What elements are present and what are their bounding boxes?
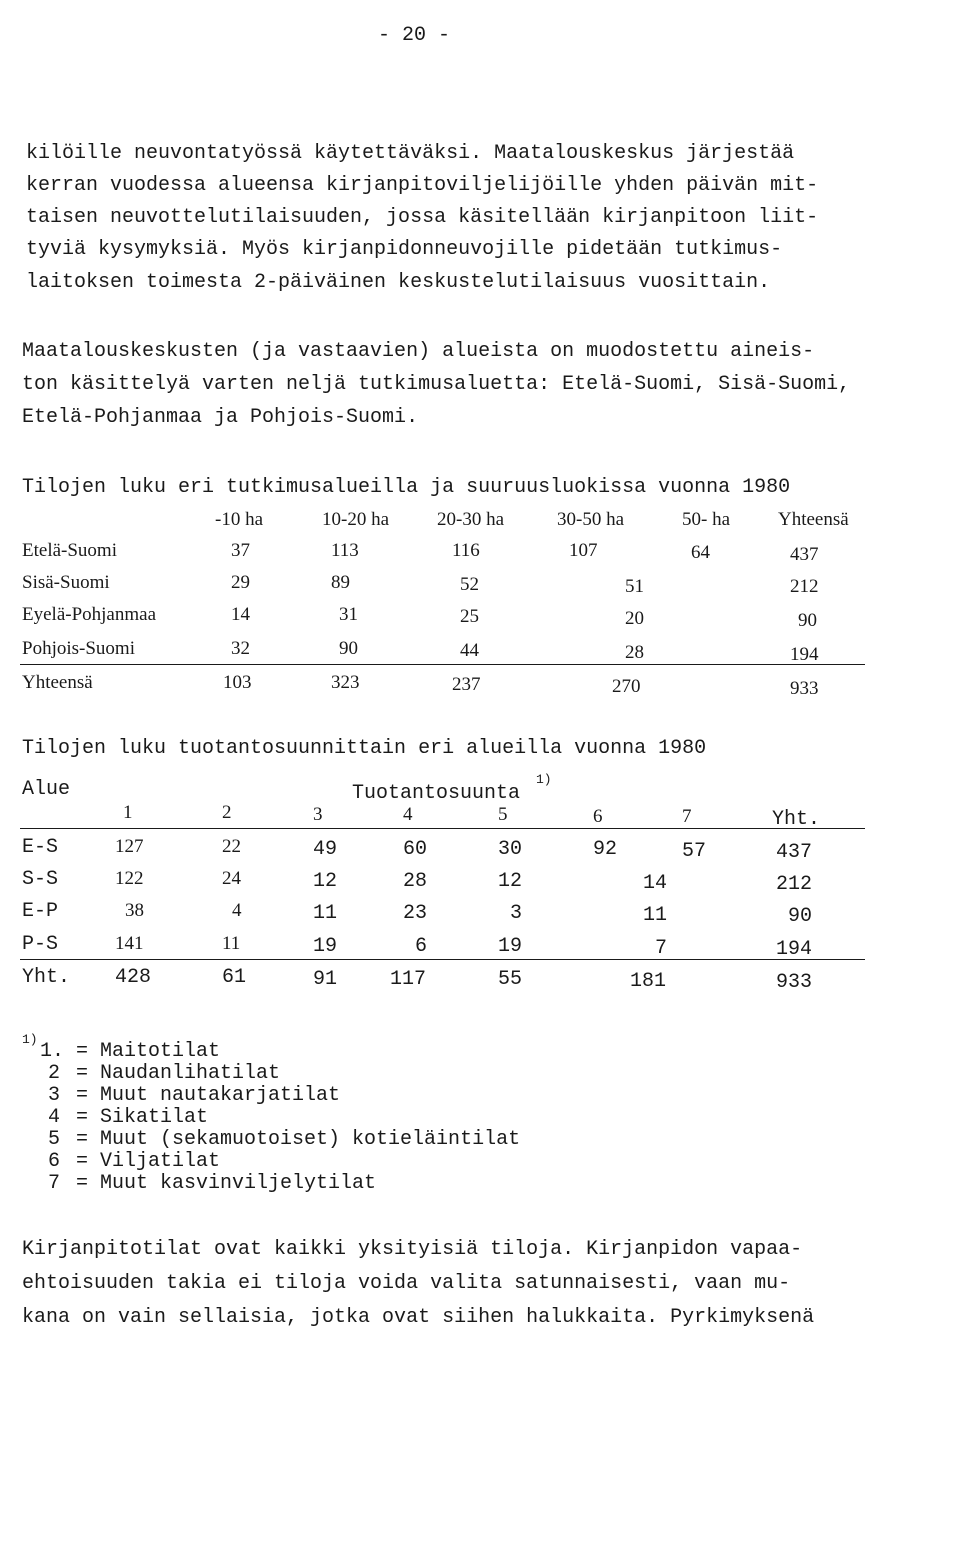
table-cell: 22 [222,836,241,857]
footnote-number: 3 [48,1084,61,1107]
row-label: P-S [22,933,59,956]
table-cell: 19 [313,935,338,958]
table-cell: 55 [498,968,523,991]
table-cell: 60 [403,838,428,861]
table-cell: 51 [625,576,644,597]
table-cell: 19 [498,935,523,958]
paragraph-line: kana on vain sellaisia, jotka ovat siihen halukkaita. Pyrkimyksenä [22,1306,815,1329]
table-cell: 12 [313,870,338,893]
column-header: 7 [682,806,692,827]
table-cell: 113 [331,540,359,561]
table-title: Tilojen luku tuotantosuunnittain eri alueilla vuonna 1980 [22,737,707,760]
table-cell: 23 [403,902,428,925]
table-cell: 31 [339,604,358,625]
table-cell: 32 [231,638,250,659]
page-number: - 20 - [378,24,451,47]
table-cell: 90 [339,638,358,659]
column-header: 1 [123,802,133,823]
row-label: Pohjois-Suomi [22,638,135,659]
table-cell: 4 [232,900,242,921]
row-label: Etelä-Suomi [22,540,117,561]
row-label: Yht. [22,966,71,989]
table-cell: 117 [390,968,427,991]
table-cell: 933 [790,678,819,699]
table-cell: 194 [790,644,819,665]
table-title: Tilojen luku eri tutkimusalueilla ja suuruusluokissa vuonna 1980 [22,476,791,499]
row-label: Yhteensä [22,672,93,693]
table-cell: 92 [593,838,618,861]
footnote-marker: 1) [536,772,552,787]
column-header: Yht. [772,808,821,831]
column-header: 3 [313,804,323,825]
footnote-text: = Muut (sekamuotoiset) kotieläintilat [76,1128,521,1151]
table-cell: 14 [231,604,250,625]
table-cell: 212 [776,873,813,896]
table-cell: 3 [510,902,523,925]
footnote-text: = Muut kasvinviljelytilat [76,1172,377,1195]
row-label: Eyelä-Pohjanmaa [22,604,157,625]
table-cell: 437 [776,841,813,864]
footnote-text: = Muut nautakarjatilat [76,1084,341,1107]
table-cell: 237 [452,674,481,695]
table-cell: 64 [691,542,710,563]
table-rule [20,959,865,960]
group-label: Tuotantosuunta [352,782,521,805]
footnote-number: 4 [48,1106,61,1129]
table-cell: 49 [313,838,338,861]
footnote-text: = Naudanlihatilat [76,1062,281,1085]
table-cell: 37 [231,540,250,561]
table-cell: 103 [223,672,252,693]
paragraph-line: kilöille neuvontatyössä käytettäväksi. Maatalouskeskus järjestää [26,142,795,165]
table-cell: 212 [790,576,819,597]
table-cell: 91 [313,968,338,991]
area-label: Alue [22,778,71,801]
table-cell: 122 [115,868,144,889]
table-cell: 90 [788,905,813,928]
footnote-number: 5 [48,1128,61,1151]
column-header: 4 [403,804,413,825]
footnote-marker: 1) [22,1032,38,1047]
table-cell: 29 [231,572,250,593]
table-cell: 127 [115,836,144,857]
paragraph-line: laitoksen toimesta 2-päiväinen keskustelutilaisuus vuosittain. [26,271,771,294]
table-cell: 181 [630,970,667,993]
column-header: -10 ha [215,509,264,530]
table-cell: 11 [643,904,668,927]
column-header: 50- ha [682,509,731,530]
table-cell: 437 [790,544,819,565]
table-cell: 25 [460,606,479,627]
paragraph-line: ehtoisuuden takia ei tiloja voida valita satunnaisesti, vaan mu- [22,1272,791,1295]
table-cell: 52 [460,574,479,595]
footnote-number: 2 [48,1062,61,1085]
table-cell: 61 [222,966,247,989]
paragraph-line: kerran vuodessa alueensa kirjanpitoviljelijöille yhden päivän mit- [26,174,819,197]
column-header: 2 [222,802,232,823]
table-cell: 270 [612,676,641,697]
table-rule [20,828,865,829]
column-header: 20-30 ha [437,509,505,530]
column-header: 30-50 ha [557,509,625,530]
table-cell: 38 [125,900,144,921]
column-header: 5 [498,804,508,825]
table-cell: 323 [331,672,360,693]
table-cell: 194 [776,938,813,961]
paragraph-line: taisen neuvottelutilaisuuden, jossa käsitellään kirjanpitoon liit- [26,206,819,229]
table-cell: 933 [776,971,813,994]
table-cell: 11 [313,902,338,925]
paragraph-line: tyviä kysymyksiä. Myös kirjanpidonneuvojille pidetään tutkimus- [26,238,783,261]
row-label: S-S [22,868,59,891]
paragraph-line: ton käsittelyä varten neljä tutkimusaluetta: Etelä-Suomi, Sisä-Suomi, [22,373,851,396]
row-label: E-P [22,900,59,923]
column-header: 6 [593,806,603,827]
column-header: 10-20 ha [322,509,390,530]
column-header: Yhteensä [778,509,849,530]
table-cell: 57 [682,840,707,863]
row-label: E-S [22,836,59,859]
table-cell: 116 [452,540,480,561]
table-cell: 90 [798,610,817,631]
table-cell: 14 [643,872,668,895]
row-label: Sisä-Suomi [22,572,110,593]
table-cell: 141 [115,933,144,954]
table-cell: 28 [403,870,428,893]
paragraph-line: Kirjanpitotilat ovat kaikki yksityisiä tiloja. Kirjanpidon vapaa- [22,1238,803,1261]
footnote-text: = Sikatilat [76,1106,209,1129]
footnote-number: 6 [48,1150,61,1173]
footnote-number: 1. [40,1040,65,1063]
table-cell: 89 [331,572,350,593]
table-cell: 44 [460,640,479,661]
table-rule [20,664,865,665]
table-cell: 107 [569,540,598,561]
table-cell: 20 [625,608,644,629]
table-cell: 6 [415,935,428,958]
paragraph-line: Etelä-Pohjanmaa ja Pohjois-Suomi. [22,406,419,429]
table-cell: 30 [498,838,523,861]
table-cell: 11 [222,933,241,954]
table-cell: 428 [115,966,152,989]
footnote-text: = Maitotilat [76,1040,221,1063]
footnote-number: 7 [48,1172,61,1195]
table-cell: 24 [222,868,241,889]
paragraph-line: Maatalouskeskusten (ja vastaavien) alueista on muodostettu aineis- [22,340,815,363]
table-cell: 7 [655,937,668,960]
table-cell: 28 [625,642,644,663]
table-cell: 12 [498,870,523,893]
footnote-text: = Viljatilat [76,1150,221,1173]
